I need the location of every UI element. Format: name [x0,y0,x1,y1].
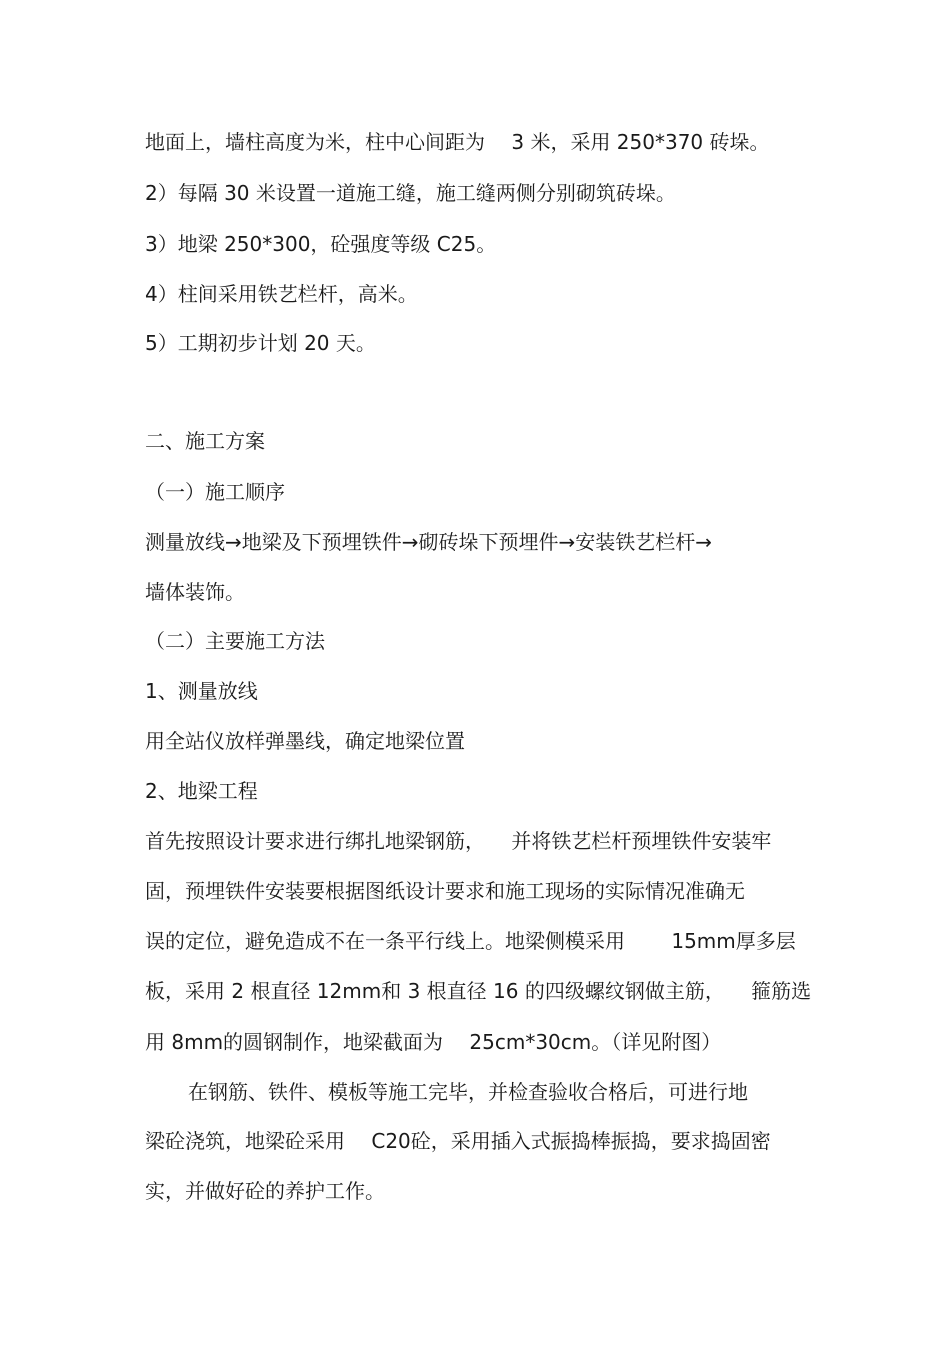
text-line-beam-5: 用 8mm的圆钢制作，地梁截面为 25cm*30cm。（详见附图） [145,1030,722,1054]
subsection-heading-2: （二）主要施工方法 [145,629,325,653]
section-heading: 二、施工方案 [145,429,265,453]
text-line-beam-1: 首先按照设计要求进行绑扎地梁钢筋， 并将铁艺栏杆预埋铁件安装牢 [145,829,772,853]
item-heading-1: 1、测量放线 [145,679,258,703]
text-line-2: 2）每隔 30 米设置一道施工缝，施工缝两侧分别砌筑砖垛。 [145,181,676,205]
text-line-beam-2: 固，预埋铁件安装要根据图纸设计要求和施工现场的实际情况准确无 [145,879,745,903]
item-heading-2: 2、地梁工程 [145,779,258,803]
text-line-5: 5）工期初步计划 20 天。 [145,331,376,355]
text-line-pour-1: 在钢筋、铁件、模板等施工完毕，并检查验收合格后，可进行地 [188,1080,748,1104]
text-line-pour-3: 实，并做好砼的养护工作。 [145,1179,385,1203]
subsection-heading-1: （一）施工顺序 [145,480,285,504]
text-line-beam-4: 板，采用 2 根直径 12mm和 3 根直径 16 的四级螺纹钢做主筋， 箍筋选 [145,979,812,1003]
text-line-process: 测量放线→地梁及下预埋铁件→砌砖垛下预埋件→安装铁艺栏杆→ [145,530,713,554]
text-line-pour-2: 梁砼浇筑，地梁砼采用 C20砼，采用插入式振捣棒振捣，要求捣固密 [145,1129,771,1153]
text-line-beam-3: 误的定位，避免造成不在一条平行线上。地梁侧模采用 15mm厚多层 [145,929,796,953]
text-line-4: 4）柱间采用铁艺栏杆，高米。 [145,282,418,306]
text-line-survey: 用全站仪放样弹墨线，确定地梁位置 [145,729,465,753]
text-line-1: 地面上，墙柱高度为米，柱中心间距为 3 米，采用 250*370 砖垛。 [145,130,770,154]
text-line-process-cont: 墙体装饰。 [145,580,245,604]
text-line-3: 3）地梁 250*300，砼强度等级 C25。 [145,232,497,256]
